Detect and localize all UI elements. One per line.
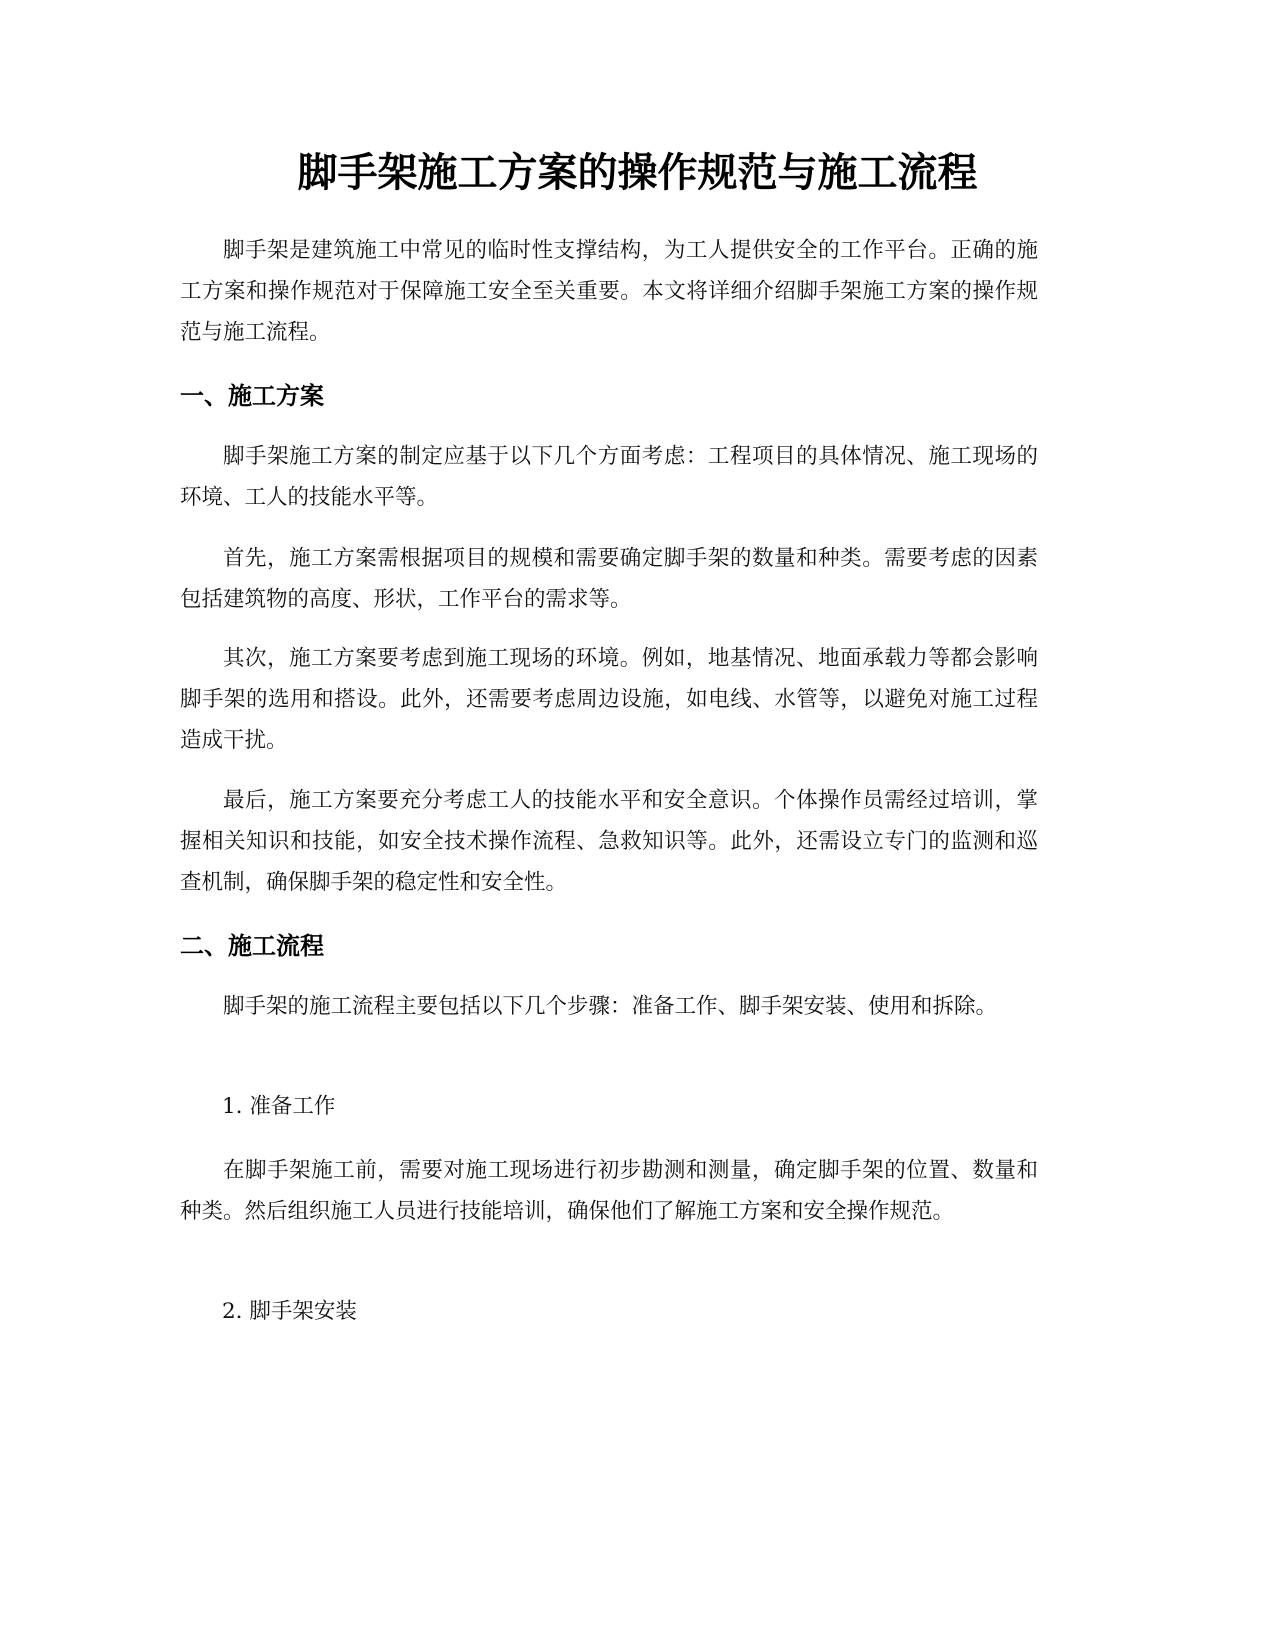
document-title: 脚手架施工方案的操作规范与施工流程 xyxy=(297,150,978,196)
list-item-installation: 2. 脚手架安装 xyxy=(222,1299,357,1324)
intro-paragraph: 脚手架是建筑施工中常见的临时性支撑结构，为工人提供安全的工作平台。正确的施工方案和操作规范对于保障施工安全至关重要。本文将详细介绍脚手架施工方案的操作规范与施工流程。 xyxy=(180,238,1038,345)
paragraph-plan-second: 其次，施工方案要考虑到施工现场的环境。例如，地基情况、地面承载力等都会影响脚手架的选用和搭设。此外，还需要考虑周边设施，如电线、水管等，以避免对施工过程造成干扰。 xyxy=(180,646,1038,753)
paragraph-process-overview: 脚手架的施工流程主要包括以下几个步骤：准备工作、脚手架安装、使用和拆除。 xyxy=(223,994,998,1019)
paragraph-plan-basis: 脚手架施工方案的制定应基于以下几个方面考虑：工程项目的具体情况、施工现场的环境、工人的技能水平等。 xyxy=(180,444,1038,510)
section-heading-construction-plan: 一、施工方案 xyxy=(180,382,324,410)
paragraph-plan-first: 首先，施工方案需根据项目的规模和需要确定脚手架的数量和种类。需要考虑的因素包括建筑物的高度、形状，工作平台的需求等。 xyxy=(180,546,1038,612)
paragraph-preparation: 在脚手架施工前，需要对施工现场进行初步勘测和测量，确定脚手架的位置、数量和种类。然后组织施工人员进行技能培训，确保他们了解施工方案和安全操作规范。 xyxy=(180,1158,1038,1224)
list-item-preparation: 1. 准备工作 xyxy=(222,1094,336,1119)
section-heading-construction-process: 二、施工流程 xyxy=(180,932,324,960)
paragraph-plan-last: 最后，施工方案要充分考虑工人的技能水平和安全意识。个体操作员需经过培训，掌握相关知识和技能，如安全技术操作流程、急救知识等。此外，还需设立专门的监测和巡查机制，确保脚手架的稳定性和安全性。 xyxy=(180,788,1038,895)
